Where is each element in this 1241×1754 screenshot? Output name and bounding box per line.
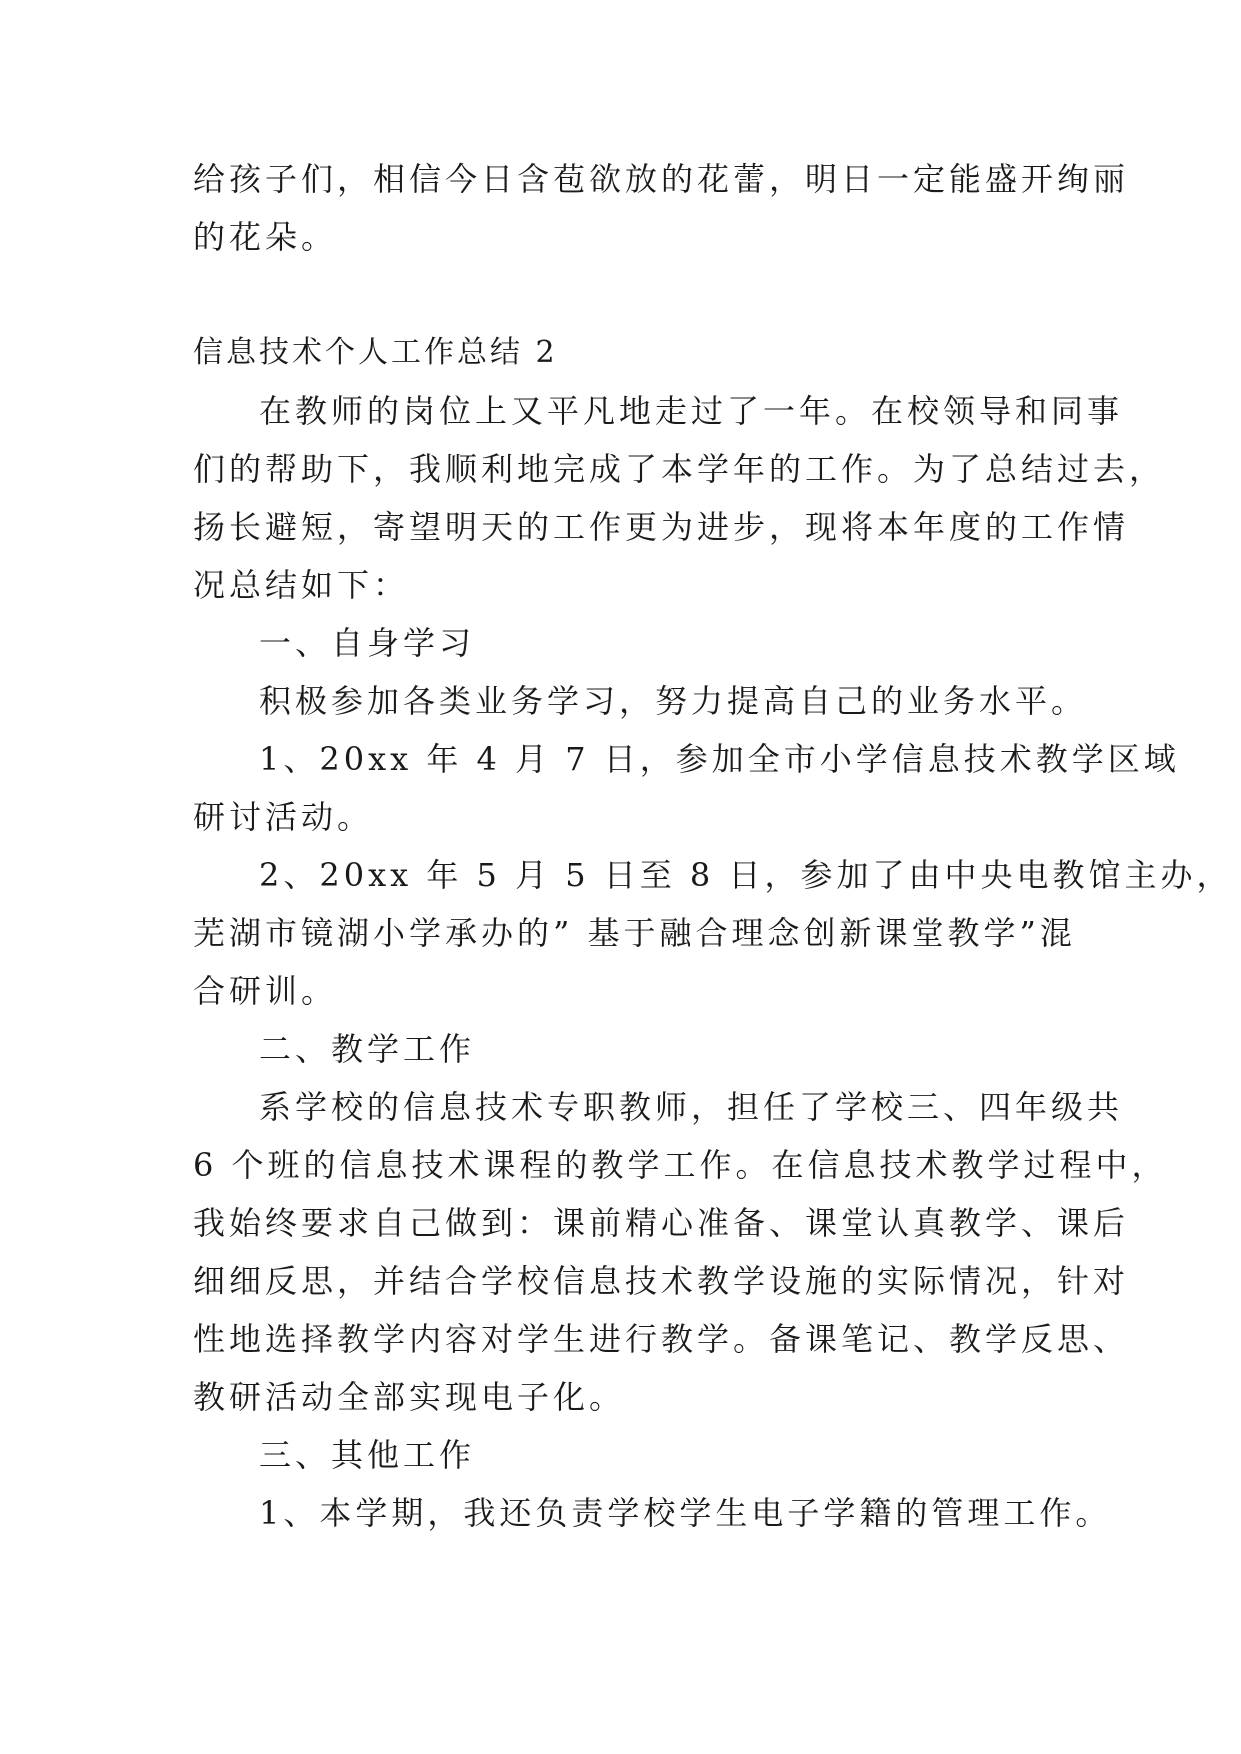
text-line: 细细反思，并结合学校信息技术教学设施的实际情况，针对 bbox=[193, 1262, 1130, 1300]
text-line: 给孩子们，相信今日含苞欲放的花蕾，明日一定能盛开绚丽 bbox=[193, 160, 1130, 198]
text-line: 我始终要求自己做到：课前精心准备、课堂认真教学、课后 bbox=[193, 1204, 1130, 1242]
part2-paragraph bbox=[193, 1078, 1168, 1426]
text-line: 芜湖市镜湖小学承办的” 基于融合理念创新课堂教学”混 bbox=[193, 914, 1076, 952]
text-line: 系学校的信息技术专职教师，担任了学校三、四年级共 bbox=[259, 1088, 1124, 1126]
document-page bbox=[193, 150, 1233, 1542]
section-title: 信息技术个人工作总结 2 bbox=[193, 335, 558, 370]
part1-item-1 bbox=[193, 730, 1180, 846]
closing-paragraph bbox=[193, 150, 1130, 266]
part1-item-2 bbox=[193, 846, 1233, 1020]
intro-paragraph bbox=[193, 382, 1166, 614]
text-line: 在教师的岗位上又平凡地走过了一年。在校领导和同事 bbox=[259, 392, 1124, 430]
part3-heading: 三、其他工作 bbox=[259, 1436, 476, 1474]
text-line: 研讨活动。 bbox=[193, 798, 374, 836]
text-line: 性地选择教学内容对学生进行教学。备课笔记、教学反思、 bbox=[193, 1320, 1130, 1358]
text-line: 们的帮助下，我顺利地完成了本学年的工作。为了总结过去， bbox=[193, 450, 1166, 488]
part2-heading: 二、教学工作 bbox=[259, 1030, 476, 1068]
text-line: 教研活动全部实现电子化。 bbox=[193, 1378, 626, 1416]
part1-heading: 一、自身学习 bbox=[259, 624, 476, 662]
text-line: 的花朵。 bbox=[193, 218, 338, 256]
text-line: 合研训。 bbox=[193, 972, 338, 1010]
text-line: 扬长避短，寄望明天的工作更为进步，现将本年度的工作情 bbox=[193, 508, 1130, 546]
text-line: 2、20xx 年 5 月 5 日至 8 日，参加了由中央电教馆主办， bbox=[259, 856, 1233, 894]
text-line: 1、20xx 年 4 月 7 日，参加全市小学信息技术教学区域 bbox=[259, 740, 1180, 778]
text-line: 况总结如下： bbox=[193, 566, 410, 604]
part1-paragraph: 积极参加各类业务学习，努力提高自己的业务水平。 bbox=[259, 682, 1088, 720]
text-line: 6 个班的信息技术课程的教学工作。在信息技术教学过程中， bbox=[193, 1146, 1168, 1184]
part3-item-1: 1、本学期，我还负责学校学生电子学籍的管理工作。 bbox=[259, 1494, 1112, 1532]
